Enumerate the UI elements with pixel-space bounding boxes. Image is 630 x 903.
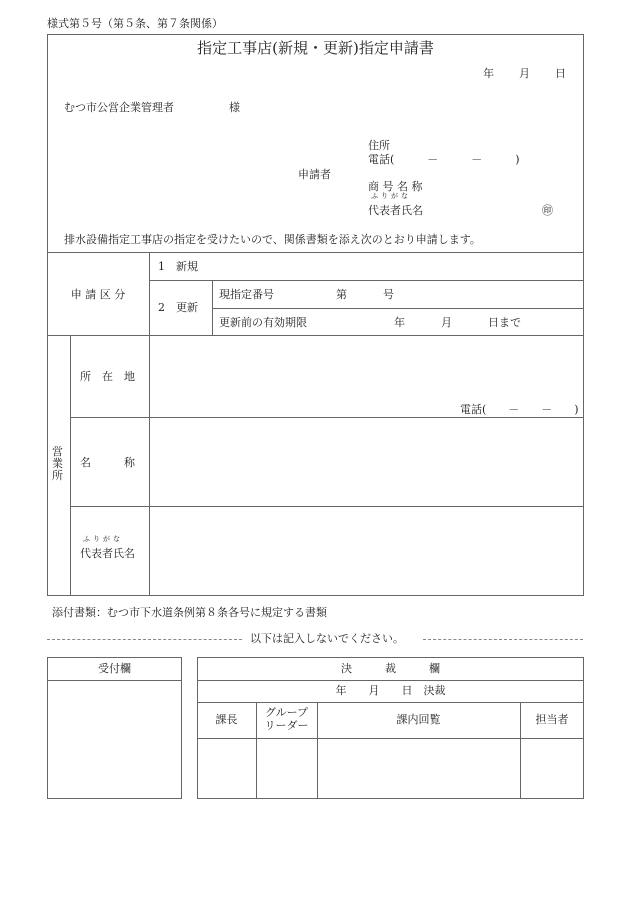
- office-rep-label: 代表者氏名: [80, 547, 135, 560]
- col-group-leader: グループ リーダー: [264, 706, 309, 732]
- category-new: 1 新規: [158, 260, 198, 273]
- approval-title: 決 裁 欄: [341, 662, 440, 675]
- col-person-in-charge: 担当者: [535, 713, 569, 726]
- divider: [70, 506, 584, 507]
- office-label: 営業所: [52, 445, 63, 482]
- validity-year: 年: [394, 316, 405, 329]
- dashed-line: [47, 639, 242, 640]
- category-label: 申 請 区 分: [70, 288, 126, 301]
- date-month: 月: [519, 67, 530, 80]
- divider: [47, 252, 584, 253]
- reception-label: 受付欄: [98, 662, 131, 675]
- form-number: 様式第５号（第５条、第７条関係）: [47, 17, 223, 30]
- dashed-line: [423, 639, 583, 640]
- applicant-label: 申請者: [298, 168, 331, 181]
- office-rep-ruby: ふりがな: [83, 535, 123, 543]
- date-day: 日: [555, 67, 566, 80]
- approval-date: 年 月 日 決裁: [335, 684, 446, 697]
- col-circulation: 課内回覧: [396, 713, 441, 726]
- divider: [70, 335, 71, 595]
- main-frame: [47, 34, 584, 596]
- addressee: むつ市公営企業管理者: [64, 101, 174, 114]
- validity-month: 月: [441, 316, 452, 329]
- divider: [149, 252, 150, 595]
- divider: [197, 680, 584, 681]
- office-location-label: 所 在 地: [80, 370, 135, 383]
- office-name-label: 名 称: [80, 456, 135, 469]
- category-renew: 2 更新: [158, 301, 198, 314]
- attachments-note: 添付書類：むつ市下水道条例第８条各号に規定する書類: [52, 606, 327, 619]
- applicant-rep-label: 代表者氏名: [368, 204, 423, 217]
- divider: [212, 308, 584, 309]
- divider: [70, 417, 584, 418]
- seal-mark: ㊞: [542, 204, 553, 217]
- applicant-company-label: 商 号 名 称: [368, 180, 423, 193]
- page-title: 指定工事店(新規・更新)指定申請書: [197, 39, 434, 57]
- do-not-fill-notice: 以下は記入しないでください。: [250, 632, 404, 645]
- divider: [149, 280, 584, 281]
- divider: [47, 335, 584, 336]
- office-phone-label: 電話( － － ): [460, 403, 579, 416]
- number-go: 号: [383, 288, 394, 301]
- current-number-label: 現指定番号: [219, 288, 274, 301]
- date-year: 年: [483, 67, 494, 80]
- applicant-address-label: 住所: [368, 139, 390, 152]
- number-dai: 第: [336, 288, 347, 301]
- validity-until: 日まで: [488, 316, 521, 329]
- divider: [47, 680, 182, 681]
- reception-box: [47, 657, 182, 799]
- validity-label: 更新前の有効期限: [219, 316, 307, 329]
- applicant-rep-ruby: ふりがな: [371, 192, 411, 200]
- applicant-phone-label: 電話( － － ): [368, 153, 520, 166]
- col-section-chief: 課長: [215, 713, 238, 726]
- honorific: 様: [229, 101, 240, 114]
- statement: 排水設備指定工事店の指定を受けたいので、関係書類を添え次のとおり申請します。: [64, 233, 481, 246]
